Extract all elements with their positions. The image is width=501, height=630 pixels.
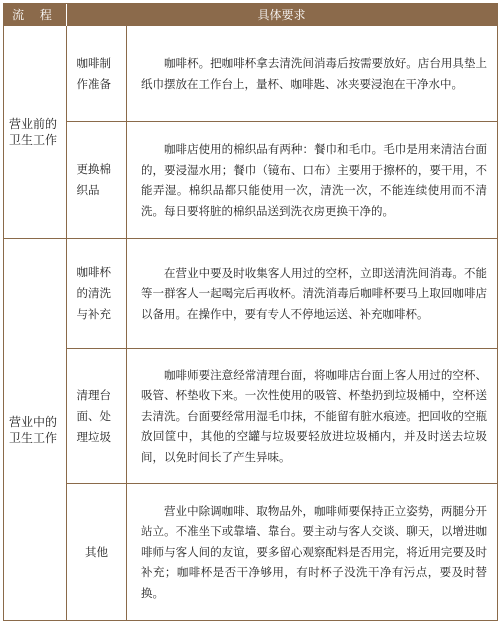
stage-label: 营业前的卫生工作	[9, 117, 58, 147]
requirement-cell	[127, 484, 497, 620]
item-cell	[67, 26, 126, 121]
requirement-cell	[127, 26, 497, 121]
requirement-text: 在营业中要及时收集客人用过的空杯，立即送清洗间消毒。不能等一群客人一起喝完后再收杯。清洗消毒后咖啡杯要马上取回咖啡店以备用。在操作中，要有专人不停地运送、补充咖啡杯。	[141, 265, 487, 321]
requirement-cell	[127, 239, 497, 348]
item-cell	[67, 239, 126, 348]
requirement-cell	[127, 349, 497, 483]
table-header	[4, 4, 497, 26]
item-cell	[67, 349, 126, 483]
requirement-text: 营业中除调咖啡、取物品外，咖啡师要保持正立姿势，两腿分开站立。不准坐下或靠墙、靠台。要主动与客人交谈、聊天，以增进咖啡师与客人间的友谊，要多留心观察配料是否用完，将近用完要及时补充；咖啡杯是否干净够用，有时杯子没洗干净有污点，要及时替换。	[141, 503, 487, 600]
header-requirement: 具体要求	[257, 8, 306, 22]
requirement-text: 咖啡店使用的棉织品有两种：餐巾和毛巾。毛巾是用来清洁台面的，要浸湿水用；餐巾（镜布、口布）主要用于擦杯的，要干用，不能弄湿。棉织品都只能使用一次，清洗一次，不能连续使用而不清洗。每日要将脏的棉织品送到洗衣房更换干净的。	[141, 142, 487, 218]
item-cell	[67, 122, 126, 238]
item-cell	[67, 484, 126, 620]
item-label: 清理台面、处理垃圾	[76, 387, 111, 444]
header-process: 流 程	[12, 8, 58, 22]
requirement-text: 咖啡杯。把咖啡杯拿去清洗间消毒后按需要放好。店台用具垫上纸巾摆放在工作台上，量杯、咖啡匙、冰夹要浸泡在干净水中。	[141, 56, 487, 91]
item-label: 咖啡杯的清洗与补充	[76, 265, 111, 321]
item-label: 咖啡制作准备	[76, 55, 111, 91]
requirements-table	[3, 3, 498, 621]
item-label: 更换棉织品	[76, 162, 111, 197]
stage-cell	[4, 26, 66, 238]
item-label: 其他	[85, 544, 108, 559]
requirement-cell	[127, 122, 497, 238]
stage-cell	[4, 239, 66, 620]
stage-label: 营业中的卫生工作	[9, 414, 58, 445]
requirement-text: 咖啡师要注意经常清理台面，将咖啡店台面上客人用过的空杯、吸管、杯垫收下来。一次性使用的吸管、杯垫扔到垃圾桶中，空杯送去清洗。台面要经常用湿毛巾抹，不能留有脏水痕迹。把回收的空瓶放回筐中，其他的空罐与垃圾要轻放进垃圾桶内，并及时送去垃圾间，以免时间长了产生异味。	[141, 367, 487, 464]
